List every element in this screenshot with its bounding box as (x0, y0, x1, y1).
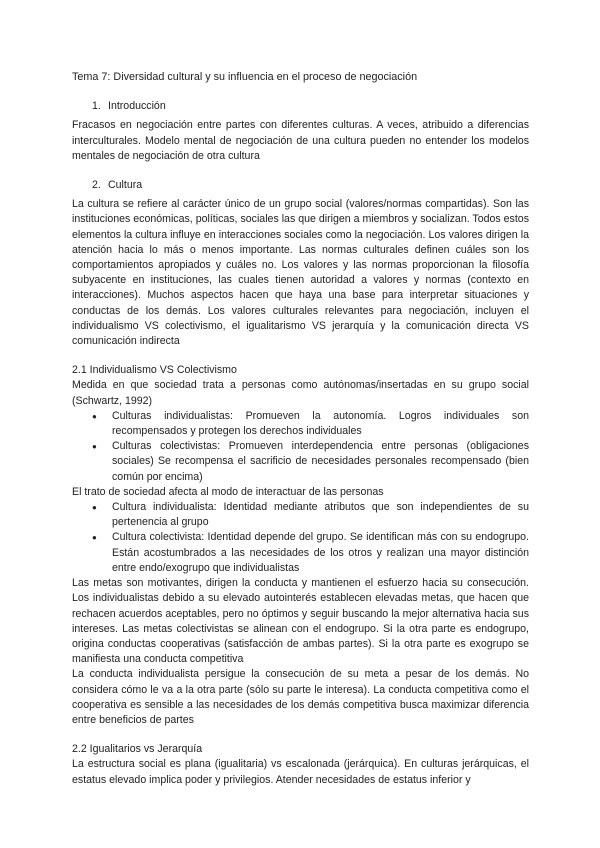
section-2-heading (72, 178, 529, 193)
bullet-list-identity (72, 500, 529, 576)
section-2-number: 2. (92, 179, 101, 192)
section-2-1-mid: El trato de sociedad afecta al modo de interactuar de las personas (72, 485, 384, 498)
section-2-1-paragraph-conduct: La conducta individualista persigue la consecución de su meta a pesar de los demás. No considera cómo le va a la otra parte (sólo su parte le interesa). La conducta competitiva como el cooperativa es sensible a las necesidades de los demás competitiva busca maximizar diferencia entre beneficios de partes (72, 668, 529, 726)
section-1-heading (72, 99, 529, 114)
list-item: ● Culturas individualistas: Promueven la autonomía. Logros individuales son recompensados y protegen los derechos individuales (112, 409, 529, 439)
list-item: ● Culturas colectivistas: Promueven interdependencia entre personas (obligaciones sociales) Se recompensa el sacrificio de necesidades personales recompensado (bien común por encima) (112, 439, 529, 485)
section-2-1-intro: Medida en que sociedad trata a personas como autónomas/insertadas en su grupo social (Schwartz, 1992) (72, 379, 529, 407)
section-1-title: Introducción (108, 100, 166, 113)
section-1-number: 1. (92, 100, 101, 113)
section-1-body: Fracasos en negociación entre partes con diferentes culturas. A veces, atribuido a diferencias interculturales. Modelo mental de negociación de una cultura pueden no entender los modelos mentales de negociación de otra cultura (72, 119, 529, 162)
list-item: ● Cultura colectivista: Identidad depende del grupo. Se identifican más con su endogrupo. Están acostumbrados a las necesidades de los otros y realizan una mayor distinción entre endo/exogrupo que individualistas (112, 530, 529, 576)
section-2-body: La cultura se refiere al carácter único de un grupo social (valores/normas compartidas). Son las instituciones económicas, políticas, sociales las que dirigen a miembros y socializan. Todos estos elementos la cultura influye en interacciones sociales como la negociación. Los valores dirigen la atención hacia lo más o menos importante. Las normas culturales definen cuáles son los comportamientos apropiados y cuáles no. Los valores y las normas proporcionan la filosofía subyacente en instituciones, las cuales tienen autoridad a valores y normas (contexto en interacciones). Muchos aspectos hacen que haya una base para interpretar situaciones y conductas de los demás. Los valores culturales relevantes para negociación, incluyen el individualismo VS colectivismo, el igualitarismo VS jerarquía y la comunicación directa VS comunicación indirecta (72, 198, 529, 348)
section-2-2-heading: 2.2 Igualitarios vs Jerarquía (72, 743, 203, 756)
document-title: Tema 7: Diversidad cultural y su influencia en el proceso de negociación (72, 71, 418, 83)
section-2-2-body: La estructura social es plana (igualitaria) vs escalonada (jerárquica). En culturas jerárquicas, el estatus elevado implica poder y privilegios. Atender necesidades de estatus inferior y (72, 758, 529, 786)
section-2-1-paragraph-goals: Las metas son motivantes, dirigen la conducta y mantienen el esfuerzo hacia su consecución. Los individualistas debido a su elevado autointerés establecen elevadas metas, que hacen que rechacen acuerdos aceptables, pero no óptimos y seguir buscando la mejor alternativa hacia sus intereses. Las metas colectivistas se alinean con el endogrupo. Si la otra parte es endogrupo, origina conductas cooperativas (satisfacción de ambas partes). Si la otra parte es exogrupo se manifiesta una conducta competitiva (72, 577, 529, 666)
section-2-1-heading: 2.1 Individualismo VS Colectivismo (72, 364, 237, 377)
bullet-list-culture-types (72, 409, 529, 485)
list-item: ● Cultura individualista: Identidad mediante atributos que son independientes de su pertenencia al grupo (112, 500, 529, 530)
section-2-title: Cultura (108, 179, 143, 192)
